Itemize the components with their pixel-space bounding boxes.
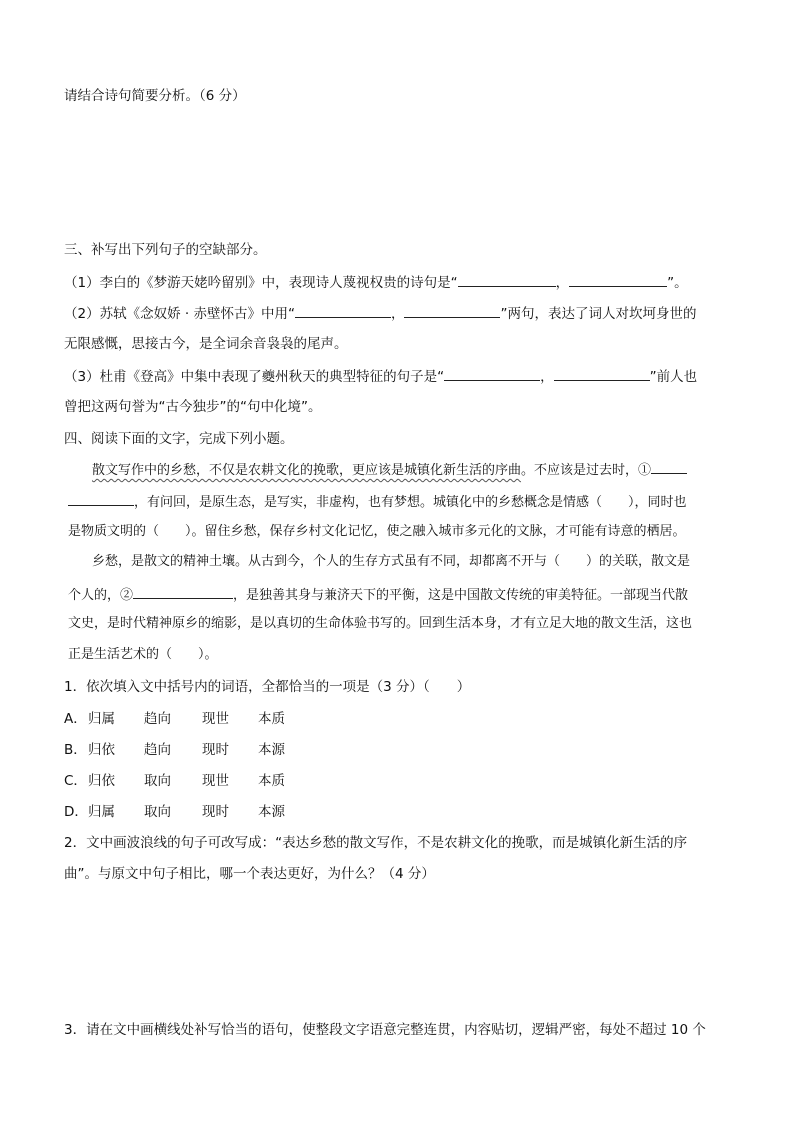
passage-p1-line1 [92, 459, 687, 481]
q3-suffix: ”前人也 [649, 369, 698, 385]
passage-p2-line3: 文史，是时代精神原乡的缩影，是以真切的生命体验书写的。回到生活本身，才有立足大地的散文生活，这也 [68, 616, 693, 631]
comma: ， [540, 369, 554, 385]
comma: ， [390, 306, 405, 322]
q3-prefix: （3）杜甫《登高》中集中表现了夔州秋天的典型特征的句子是“ [64, 369, 445, 385]
passage-p1-line2 [68, 491, 687, 513]
q1-prefix: （1）李白的《梦游天姥吟留别》中，表现诗人蔑视权贵的诗句是“ [64, 275, 458, 291]
option-word: 本质 [258, 773, 285, 789]
option-label: D． [64, 804, 88, 820]
option-word: 归依 [88, 773, 115, 789]
option-word: 现世 [202, 711, 229, 727]
section3-q2 [64, 303, 696, 324]
option-word: 现时 [202, 804, 229, 820]
comma: ， [555, 275, 570, 291]
answer-blank[interactable] [569, 272, 667, 287]
option-word: 现时 [202, 742, 229, 758]
option-d[interactable] [64, 802, 285, 822]
question-3-line1: 3．请在文中画横线处补写恰当的语句，使整段文字语意完整连贯，内容贴切，逻辑严密，每处不超过 10 个 [64, 1022, 706, 1038]
q1-suffix: ”。 [667, 275, 688, 291]
option-word: 归依 [88, 742, 115, 758]
option-b[interactable] [64, 740, 285, 760]
passage-text: 个人的，② [68, 588, 134, 603]
answer-blank-1-cont[interactable] [68, 491, 134, 506]
option-label: C． [64, 773, 87, 789]
section4-heading: 四、阅读下面的文字，完成下列小题。 [64, 431, 294, 447]
passage-text: 。不应该是过去时，① [521, 463, 652, 478]
option-word: 取向 [144, 804, 171, 820]
passage-p2-line4: 正是生活艺术的（ ）。 [68, 647, 218, 662]
option-word: 取向 [144, 773, 171, 789]
section3-heading: 三、补写出下列句子的空缺部分。 [64, 242, 267, 258]
top-instruction: 请结合诗句简要分析。（6 分） [64, 88, 246, 104]
option-label: B． [64, 742, 87, 758]
question-2-line1: 2．文中画波浪线的句子可改写成：“表达乡愁的散文写作，不是农耕文化的挽歌，而是城镇化新生活的序 [64, 835, 688, 851]
option-c[interactable] [64, 771, 285, 791]
section3-q2-line2: 无限感慨，思接古今，是全词余音袅袅的尾声。 [64, 336, 348, 352]
option-word: 归属 [88, 804, 115, 820]
passage-p1-line3: 是物质文明的（ ）。留住乡愁，保存乡村文化记忆，使之融入城市多元化的文脉，才可能有诗意的栖居。 [68, 524, 686, 539]
option-word: 现世 [202, 773, 229, 789]
answer-blank[interactable] [295, 303, 391, 318]
option-label: A． [64, 711, 87, 727]
option-word: 归属 [88, 711, 115, 727]
answer-blank[interactable] [458, 272, 556, 287]
option-a[interactable] [64, 709, 285, 729]
question-2-line2: 曲”。与原文中句子相比，哪一个表达更好，为什么？（4 分） [64, 866, 435, 882]
answer-blank-2[interactable] [133, 584, 233, 599]
passage-text: ，有问回，是原生态，是写实，非虚构，也有梦想。城镇化中的乡愁概念是情感（ ），同时也 [134, 495, 687, 510]
section3-q3-line2: 曾把这两句誉为“古今独步”的“句中化境”。 [64, 399, 322, 415]
answer-blank-1[interactable] [651, 459, 687, 474]
section3-q3 [64, 366, 697, 387]
q2-suffix: ”两句，表达了词人对坎坷身世的 [500, 306, 697, 322]
answer-blank[interactable] [554, 366, 650, 381]
option-word: 本源 [258, 804, 285, 820]
answer-blank[interactable] [444, 366, 540, 381]
question-1-stem: 1．依次填入文中括号内的词语，全都恰当的一项是（3 分）（ ） [64, 679, 471, 695]
answer-blank[interactable] [404, 303, 500, 318]
option-word: 本质 [258, 711, 285, 727]
q2-prefix: （2）苏轼《念奴娇 · 赤壁怀古》中用“ [64, 306, 295, 322]
option-word: 本源 [258, 742, 285, 758]
section3-q1 [64, 272, 688, 293]
passage-p2-line1: 乡愁，是散文的精神土壤。从古到今，个人的生存方式虽有不同，却都离不开与（ ）的关联，散文是 [92, 554, 691, 569]
option-word: 趋向 [144, 742, 171, 758]
passage-text: ，是独善其身与兼济天下的平衡，这是中国散文传统的审美特征。一部现当代散 [233, 588, 689, 603]
option-word: 趋向 [144, 711, 171, 727]
passage-p2-line2 [68, 584, 688, 606]
wavy-underlined-sentence: 散文写作中的乡愁，不仅是农耕文化的挽歌，更应该是城镇化新生活的序曲 [92, 463, 522, 478]
